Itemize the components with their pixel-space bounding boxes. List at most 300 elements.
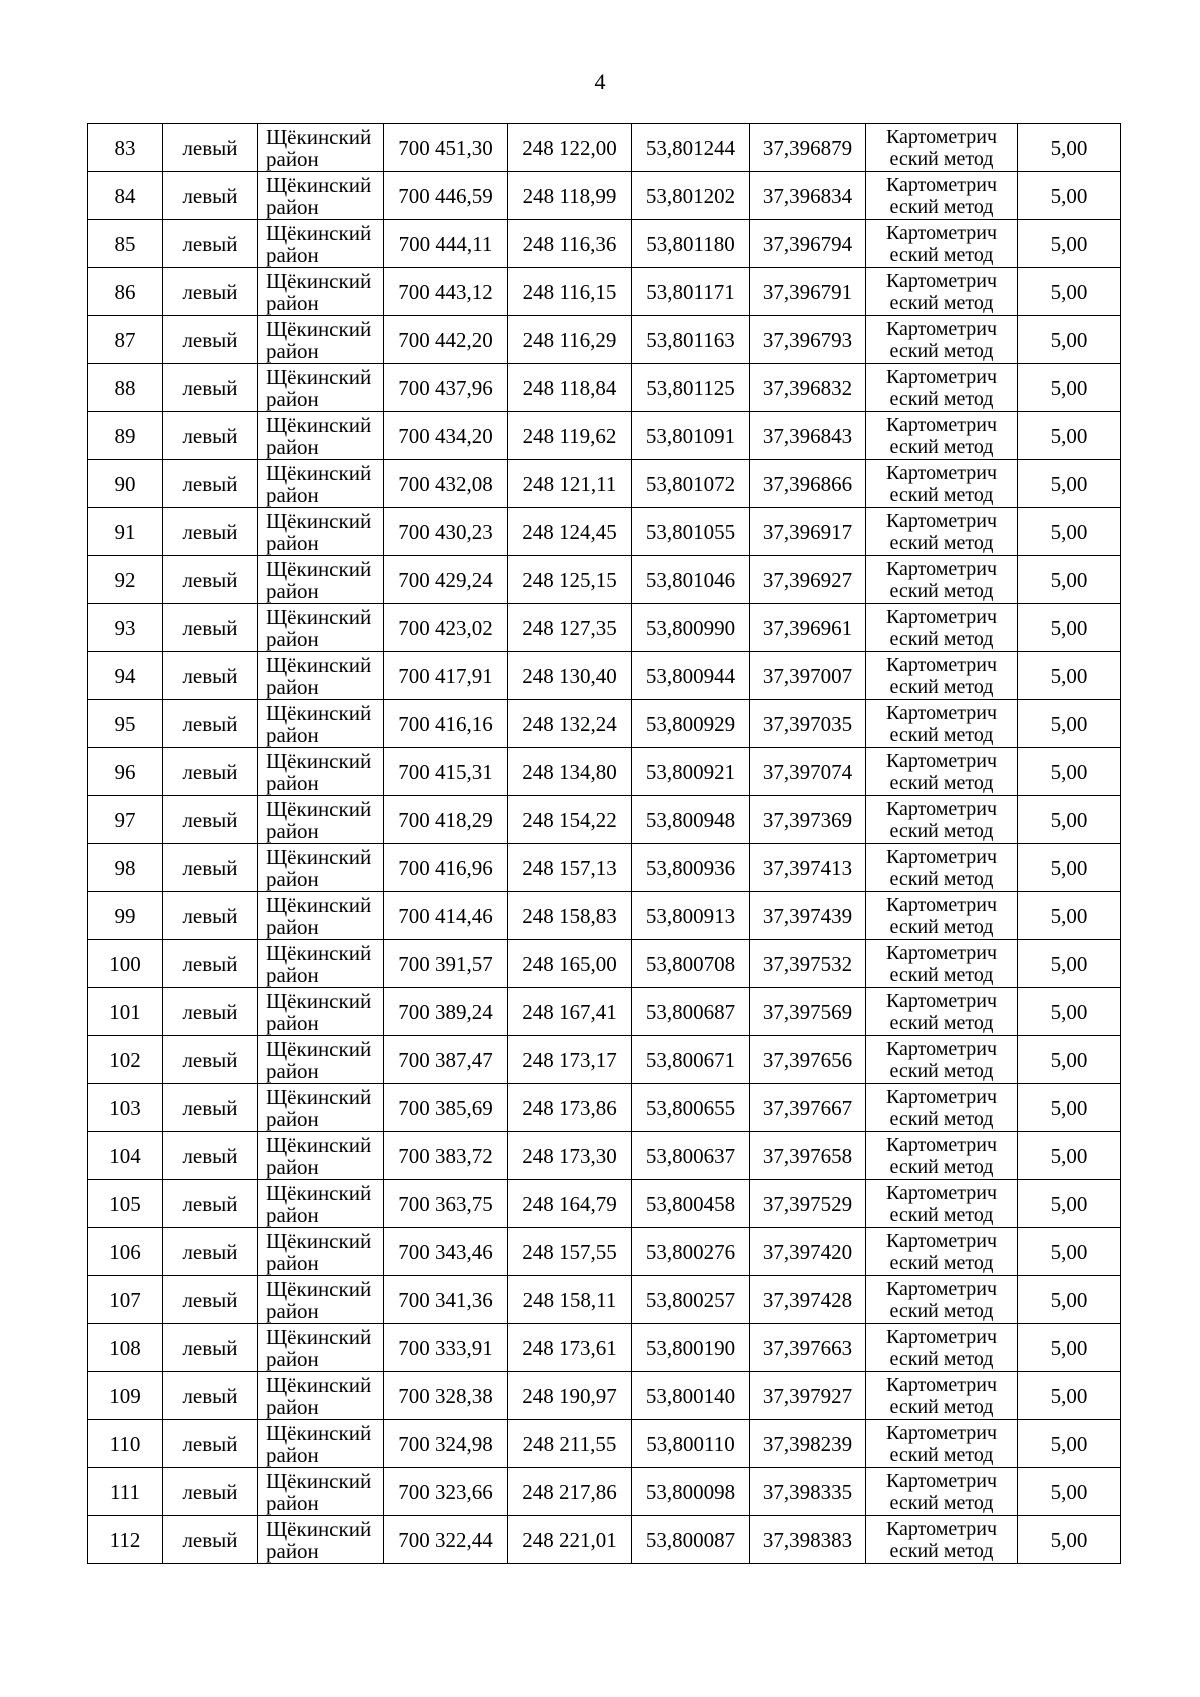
method-cell: Картометрич еский метод <box>866 1036 1018 1084</box>
coordinate-y-cell: 248 173,30 <box>508 1132 632 1180</box>
district-cell: Щёкинский район <box>258 1132 384 1180</box>
district-cell: Щёкинский район <box>258 364 384 412</box>
point-number-cell: 101 <box>88 988 163 1036</box>
coordinate-y-cell: 248 167,41 <box>508 988 632 1036</box>
coordinate-x-cell: 700 434,20 <box>384 412 508 460</box>
bank-side-cell: левый <box>163 460 258 508</box>
coordinate-y-cell: 248 217,86 <box>508 1468 632 1516</box>
table-row <box>88 796 1121 844</box>
district-cell: Щёкинский район <box>258 1324 384 1372</box>
coordinate-y-cell: 248 165,00 <box>508 940 632 988</box>
latitude-cell: 53,800257 <box>632 1276 750 1324</box>
coordinate-x-cell: 700 416,96 <box>384 844 508 892</box>
method-cell: Картометрич еский метод <box>866 700 1018 748</box>
bank-side-cell: левый <box>163 556 258 604</box>
point-number-cell: 100 <box>88 940 163 988</box>
table-row <box>88 1180 1121 1228</box>
bank-side-cell: левый <box>163 940 258 988</box>
precision-cell: 5,00 <box>1018 1516 1121 1564</box>
point-number-cell: 88 <box>88 364 163 412</box>
district-cell: Щёкинский район <box>258 892 384 940</box>
table-row <box>88 844 1121 892</box>
table-row <box>88 892 1121 940</box>
longitude-cell: 37,398335 <box>750 1468 866 1516</box>
district-cell: Щёкинский район <box>258 700 384 748</box>
point-number-cell: 91 <box>88 508 163 556</box>
latitude-cell: 53,801180 <box>632 220 750 268</box>
bank-side-cell: левый <box>163 1084 258 1132</box>
method-cell: Картометрич еский метод <box>866 796 1018 844</box>
point-number-cell: 106 <box>88 1228 163 1276</box>
table-row <box>88 172 1121 220</box>
longitude-cell: 37,396961 <box>750 604 866 652</box>
latitude-cell: 53,800921 <box>632 748 750 796</box>
precision-cell: 5,00 <box>1018 1036 1121 1084</box>
point-number-cell: 112 <box>88 1516 163 1564</box>
point-number-cell: 110 <box>88 1420 163 1468</box>
method-cell: Картометрич еский метод <box>866 988 1018 1036</box>
precision-cell: 5,00 <box>1018 940 1121 988</box>
coordinate-x-cell: 700 430,23 <box>384 508 508 556</box>
table-body <box>88 124 1121 1564</box>
table-row <box>88 1276 1121 1324</box>
bank-side-cell: левый <box>163 652 258 700</box>
method-cell: Картометрич еский метод <box>866 316 1018 364</box>
coordinate-x-cell: 700 341,36 <box>384 1276 508 1324</box>
method-cell: Картометрич еский метод <box>866 220 1018 268</box>
longitude-cell: 37,397569 <box>750 988 866 1036</box>
bank-side-cell: левый <box>163 172 258 220</box>
latitude-cell: 53,801163 <box>632 316 750 364</box>
precision-cell: 5,00 <box>1018 412 1121 460</box>
point-number-cell: 104 <box>88 1132 163 1180</box>
coordinate-x-cell: 700 383,72 <box>384 1132 508 1180</box>
longitude-cell: 37,396843 <box>750 412 866 460</box>
coordinate-x-cell: 700 389,24 <box>384 988 508 1036</box>
precision-cell: 5,00 <box>1018 220 1121 268</box>
coordinate-x-cell: 700 363,75 <box>384 1180 508 1228</box>
district-cell: Щёкинский район <box>258 988 384 1036</box>
coordinate-x-cell: 700 333,91 <box>384 1324 508 1372</box>
district-cell: Щёкинский район <box>258 604 384 652</box>
district-cell: Щёкинский район <box>258 1468 384 1516</box>
bank-side-cell: левый <box>163 1036 258 1084</box>
latitude-cell: 53,800087 <box>632 1516 750 1564</box>
point-number-cell: 84 <box>88 172 163 220</box>
latitude-cell: 53,800929 <box>632 700 750 748</box>
latitude-cell: 53,800276 <box>632 1228 750 1276</box>
coordinate-y-cell: 248 116,15 <box>508 268 632 316</box>
method-cell: Картометрич еский метод <box>866 748 1018 796</box>
method-cell: Картометрич еский метод <box>866 1132 1018 1180</box>
coordinate-y-cell: 248 132,24 <box>508 700 632 748</box>
bank-side-cell: левый <box>163 748 258 796</box>
coordinate-x-cell: 700 324,98 <box>384 1420 508 1468</box>
precision-cell: 5,00 <box>1018 892 1121 940</box>
point-number-cell: 95 <box>88 700 163 748</box>
table-row <box>88 652 1121 700</box>
bank-side-cell: левый <box>163 124 258 172</box>
point-number-cell: 90 <box>88 460 163 508</box>
latitude-cell: 53,801072 <box>632 460 750 508</box>
longitude-cell: 37,396927 <box>750 556 866 604</box>
point-number-cell: 107 <box>88 1276 163 1324</box>
coordinate-y-cell: 248 211,55 <box>508 1420 632 1468</box>
coordinate-x-cell: 700 387,47 <box>384 1036 508 1084</box>
coordinate-x-cell: 700 415,31 <box>384 748 508 796</box>
latitude-cell: 53,800110 <box>632 1420 750 1468</box>
table-row <box>88 268 1121 316</box>
coordinate-x-cell: 700 328,38 <box>384 1372 508 1420</box>
coordinate-y-cell: 248 190,97 <box>508 1372 632 1420</box>
latitude-cell: 53,800140 <box>632 1372 750 1420</box>
coordinate-y-cell: 248 121,11 <box>508 460 632 508</box>
point-number-cell: 83 <box>88 124 163 172</box>
longitude-cell: 37,397667 <box>750 1084 866 1132</box>
precision-cell: 5,00 <box>1018 1084 1121 1132</box>
longitude-cell: 37,397529 <box>750 1180 866 1228</box>
latitude-cell: 53,800458 <box>632 1180 750 1228</box>
latitude-cell: 53,800671 <box>632 1036 750 1084</box>
method-cell: Картометрич еский метод <box>866 652 1018 700</box>
method-cell: Картометрич еский метод <box>866 1420 1018 1468</box>
district-cell: Щёкинский район <box>258 1084 384 1132</box>
latitude-cell: 53,800944 <box>632 652 750 700</box>
coordinate-y-cell: 248 164,79 <box>508 1180 632 1228</box>
table-row <box>88 124 1121 172</box>
precision-cell: 5,00 <box>1018 268 1121 316</box>
bank-side-cell: левый <box>163 1372 258 1420</box>
point-number-cell: 85 <box>88 220 163 268</box>
longitude-cell: 37,397420 <box>750 1228 866 1276</box>
bank-side-cell: левый <box>163 1132 258 1180</box>
bank-side-cell: левый <box>163 604 258 652</box>
district-cell: Щёкинский район <box>258 1516 384 1564</box>
point-number-cell: 99 <box>88 892 163 940</box>
table-row <box>88 1468 1121 1516</box>
district-cell: Щёкинский район <box>258 508 384 556</box>
latitude-cell: 53,801091 <box>632 412 750 460</box>
coordinate-x-cell: 700 418,29 <box>384 796 508 844</box>
coordinate-y-cell: 248 125,15 <box>508 556 632 604</box>
bank-side-cell: левый <box>163 1516 258 1564</box>
method-cell: Картометрич еский метод <box>866 124 1018 172</box>
coordinate-y-cell: 248 157,13 <box>508 844 632 892</box>
longitude-cell: 37,397035 <box>750 700 866 748</box>
bank-side-cell: левый <box>163 364 258 412</box>
method-cell: Картометрич еский метод <box>866 1276 1018 1324</box>
method-cell: Картометрич еский метод <box>866 604 1018 652</box>
coordinate-y-cell: 248 124,45 <box>508 508 632 556</box>
method-cell: Картометрич еский метод <box>866 364 1018 412</box>
method-cell: Картометрич еский метод <box>866 1084 1018 1132</box>
method-cell: Картометрич еский метод <box>866 1324 1018 1372</box>
coordinate-y-cell: 248 116,36 <box>508 220 632 268</box>
longitude-cell: 37,396917 <box>750 508 866 556</box>
point-number-cell: 92 <box>88 556 163 604</box>
table-row <box>88 700 1121 748</box>
method-cell: Картометрич еский метод <box>866 892 1018 940</box>
latitude-cell: 53,801125 <box>632 364 750 412</box>
point-number-cell: 87 <box>88 316 163 364</box>
point-number-cell: 89 <box>88 412 163 460</box>
latitude-cell: 53,800098 <box>632 1468 750 1516</box>
longitude-cell: 37,396832 <box>750 364 866 412</box>
method-cell: Картометрич еский метод <box>866 172 1018 220</box>
point-number-cell: 94 <box>88 652 163 700</box>
table-row <box>88 220 1121 268</box>
latitude-cell: 53,801171 <box>632 268 750 316</box>
precision-cell: 5,00 <box>1018 1132 1121 1180</box>
coordinate-x-cell: 700 443,12 <box>384 268 508 316</box>
district-cell: Щёкинский район <box>258 1036 384 1084</box>
coordinate-x-cell: 700 423,02 <box>384 604 508 652</box>
table-row <box>88 1324 1121 1372</box>
longitude-cell: 37,397007 <box>750 652 866 700</box>
table-row <box>88 508 1121 556</box>
latitude-cell: 53,800190 <box>632 1324 750 1372</box>
precision-cell: 5,00 <box>1018 556 1121 604</box>
method-cell: Картометрич еский метод <box>866 1180 1018 1228</box>
point-number-cell: 108 <box>88 1324 163 1372</box>
point-number-cell: 96 <box>88 748 163 796</box>
latitude-cell: 53,800687 <box>632 988 750 1036</box>
district-cell: Щёкинский район <box>258 1228 384 1276</box>
coordinate-x-cell: 700 442,20 <box>384 316 508 364</box>
coordinate-x-cell: 700 417,91 <box>384 652 508 700</box>
latitude-cell: 53,801202 <box>632 172 750 220</box>
latitude-cell: 53,800655 <box>632 1084 750 1132</box>
longitude-cell: 37,397413 <box>750 844 866 892</box>
bank-side-cell: левый <box>163 316 258 364</box>
precision-cell: 5,00 <box>1018 1324 1121 1372</box>
point-number-cell: 102 <box>88 1036 163 1084</box>
district-cell: Щёкинский район <box>258 460 384 508</box>
longitude-cell: 37,396791 <box>750 268 866 316</box>
table-row <box>88 316 1121 364</box>
method-cell: Картометрич еский метод <box>866 460 1018 508</box>
coordinate-x-cell: 700 323,66 <box>384 1468 508 1516</box>
district-cell: Щёкинский район <box>258 556 384 604</box>
precision-cell: 5,00 <box>1018 652 1121 700</box>
bank-side-cell: левый <box>163 268 258 316</box>
point-number-cell: 86 <box>88 268 163 316</box>
longitude-cell: 37,397439 <box>750 892 866 940</box>
district-cell: Щёкинский район <box>258 796 384 844</box>
method-cell: Картометрич еский метод <box>866 1372 1018 1420</box>
coordinate-x-cell: 700 446,59 <box>384 172 508 220</box>
method-cell: Картометрич еский метод <box>866 940 1018 988</box>
coordinate-x-cell: 700 391,57 <box>384 940 508 988</box>
coordinate-x-cell: 700 451,30 <box>384 124 508 172</box>
coordinate-y-cell: 248 119,62 <box>508 412 632 460</box>
longitude-cell: 37,397656 <box>750 1036 866 1084</box>
district-cell: Щёкинский район <box>258 748 384 796</box>
coordinate-y-cell: 248 157,55 <box>508 1228 632 1276</box>
district-cell: Щёкинский район <box>258 940 384 988</box>
longitude-cell: 37,398383 <box>750 1516 866 1564</box>
coordinate-y-cell: 248 158,11 <box>508 1276 632 1324</box>
district-cell: Щёкинский район <box>258 412 384 460</box>
table-row <box>88 988 1121 1036</box>
precision-cell: 5,00 <box>1018 796 1121 844</box>
precision-cell: 5,00 <box>1018 1228 1121 1276</box>
latitude-cell: 53,801244 <box>632 124 750 172</box>
latitude-cell: 53,800637 <box>632 1132 750 1180</box>
longitude-cell: 37,396879 <box>750 124 866 172</box>
bank-side-cell: левый <box>163 892 258 940</box>
table-row <box>88 556 1121 604</box>
precision-cell: 5,00 <box>1018 1276 1121 1324</box>
coordinate-y-cell: 248 173,86 <box>508 1084 632 1132</box>
bank-side-cell: левый <box>163 1324 258 1372</box>
bank-side-cell: левый <box>163 1276 258 1324</box>
point-number-cell: 93 <box>88 604 163 652</box>
bank-side-cell: левый <box>163 1468 258 1516</box>
district-cell: Щёкинский район <box>258 1372 384 1420</box>
table-row <box>88 1228 1121 1276</box>
coordinate-y-cell: 248 127,35 <box>508 604 632 652</box>
precision-cell: 5,00 <box>1018 604 1121 652</box>
district-cell: Щёкинский район <box>258 1420 384 1468</box>
district-cell: Щёкинский район <box>258 1180 384 1228</box>
coordinate-y-cell: 248 118,99 <box>508 172 632 220</box>
longitude-cell: 37,396866 <box>750 460 866 508</box>
table-row <box>88 748 1121 796</box>
precision-cell: 5,00 <box>1018 172 1121 220</box>
bank-side-cell: левый <box>163 988 258 1036</box>
coordinate-y-cell: 248 134,80 <box>508 748 632 796</box>
precision-cell: 5,00 <box>1018 316 1121 364</box>
longitude-cell: 37,397663 <box>750 1324 866 1372</box>
table-row <box>88 1516 1121 1564</box>
coordinate-y-cell: 248 116,29 <box>508 316 632 364</box>
longitude-cell: 37,396793 <box>750 316 866 364</box>
precision-cell: 5,00 <box>1018 700 1121 748</box>
point-number-cell: 105 <box>88 1180 163 1228</box>
precision-cell: 5,00 <box>1018 844 1121 892</box>
table-row <box>88 364 1121 412</box>
coordinate-y-cell: 248 130,40 <box>508 652 632 700</box>
coordinate-x-cell: 700 444,11 <box>384 220 508 268</box>
bank-side-cell: левый <box>163 1228 258 1276</box>
bank-side-cell: левый <box>163 220 258 268</box>
method-cell: Картометрич еский метод <box>866 1468 1018 1516</box>
precision-cell: 5,00 <box>1018 1372 1121 1420</box>
district-cell: Щёкинский район <box>258 268 384 316</box>
coordinate-x-cell: 700 432,08 <box>384 460 508 508</box>
coordinate-x-cell: 700 385,69 <box>384 1084 508 1132</box>
table-row <box>88 1132 1121 1180</box>
coordinate-x-cell: 700 322,44 <box>384 1516 508 1564</box>
coordinate-y-cell: 248 221,01 <box>508 1516 632 1564</box>
table-row <box>88 412 1121 460</box>
longitude-cell: 37,397369 <box>750 796 866 844</box>
table-row <box>88 1036 1121 1084</box>
bank-side-cell: левый <box>163 796 258 844</box>
coordinate-y-cell: 248 118,84 <box>508 364 632 412</box>
point-number-cell: 109 <box>88 1372 163 1420</box>
longitude-cell: 37,397927 <box>750 1372 866 1420</box>
table-row <box>88 460 1121 508</box>
coordinates-table <box>87 123 1121 1564</box>
district-cell: Щёкинский район <box>258 652 384 700</box>
bank-side-cell: левый <box>163 412 258 460</box>
precision-cell: 5,00 <box>1018 364 1121 412</box>
page-number: 4 <box>594 69 606 94</box>
method-cell: Картометрич еский метод <box>866 1228 1018 1276</box>
precision-cell: 5,00 <box>1018 460 1121 508</box>
longitude-cell: 37,397428 <box>750 1276 866 1324</box>
precision-cell: 5,00 <box>1018 124 1121 172</box>
table-row <box>88 604 1121 652</box>
bank-side-cell: левый <box>163 508 258 556</box>
coordinate-y-cell: 248 173,61 <box>508 1324 632 1372</box>
point-number-cell: 97 <box>88 796 163 844</box>
longitude-cell: 37,398239 <box>750 1420 866 1468</box>
bank-side-cell: левый <box>163 1180 258 1228</box>
district-cell: Щёкинский район <box>258 316 384 364</box>
precision-cell: 5,00 <box>1018 1180 1121 1228</box>
latitude-cell: 53,800913 <box>632 892 750 940</box>
bank-side-cell: левый <box>163 844 258 892</box>
longitude-cell: 37,396794 <box>750 220 866 268</box>
coordinate-y-cell: 248 122,00 <box>508 124 632 172</box>
coordinate-y-cell: 248 173,17 <box>508 1036 632 1084</box>
precision-cell: 5,00 <box>1018 748 1121 796</box>
district-cell: Щёкинский район <box>258 124 384 172</box>
method-cell: Картометрич еский метод <box>866 556 1018 604</box>
latitude-cell: 53,800708 <box>632 940 750 988</box>
coordinate-x-cell: 700 343,46 <box>384 1228 508 1276</box>
table-row <box>88 940 1121 988</box>
latitude-cell: 53,800990 <box>632 604 750 652</box>
longitude-cell: 37,397532 <box>750 940 866 988</box>
district-cell: Щёкинский район <box>258 1276 384 1324</box>
precision-cell: 5,00 <box>1018 988 1121 1036</box>
method-cell: Картометрич еский метод <box>866 412 1018 460</box>
coordinate-y-cell: 248 154,22 <box>508 796 632 844</box>
method-cell: Картометрич еский метод <box>866 508 1018 556</box>
table-row <box>88 1372 1121 1420</box>
method-cell: Картометрич еский метод <box>866 268 1018 316</box>
method-cell: Картометрич еский метод <box>866 844 1018 892</box>
coordinate-x-cell: 700 416,16 <box>384 700 508 748</box>
table-row <box>88 1084 1121 1132</box>
longitude-cell: 37,396834 <box>750 172 866 220</box>
bank-side-cell: левый <box>163 700 258 748</box>
point-number-cell: 111 <box>88 1468 163 1516</box>
coordinate-x-cell: 700 437,96 <box>384 364 508 412</box>
bank-side-cell: левый <box>163 1420 258 1468</box>
coordinate-x-cell: 700 414,46 <box>384 892 508 940</box>
latitude-cell: 53,801046 <box>632 556 750 604</box>
coordinate-x-cell: 700 429,24 <box>384 556 508 604</box>
district-cell: Щёкинский район <box>258 220 384 268</box>
point-number-cell: 98 <box>88 844 163 892</box>
district-cell: Щёкинский район <box>258 172 384 220</box>
latitude-cell: 53,800936 <box>632 844 750 892</box>
latitude-cell: 53,801055 <box>632 508 750 556</box>
latitude-cell: 53,800948 <box>632 796 750 844</box>
longitude-cell: 37,397658 <box>750 1132 866 1180</box>
point-number-cell: 103 <box>88 1084 163 1132</box>
precision-cell: 5,00 <box>1018 508 1121 556</box>
longitude-cell: 37,397074 <box>750 748 866 796</box>
district-cell: Щёкинский район <box>258 844 384 892</box>
precision-cell: 5,00 <box>1018 1468 1121 1516</box>
coordinate-y-cell: 248 158,83 <box>508 892 632 940</box>
